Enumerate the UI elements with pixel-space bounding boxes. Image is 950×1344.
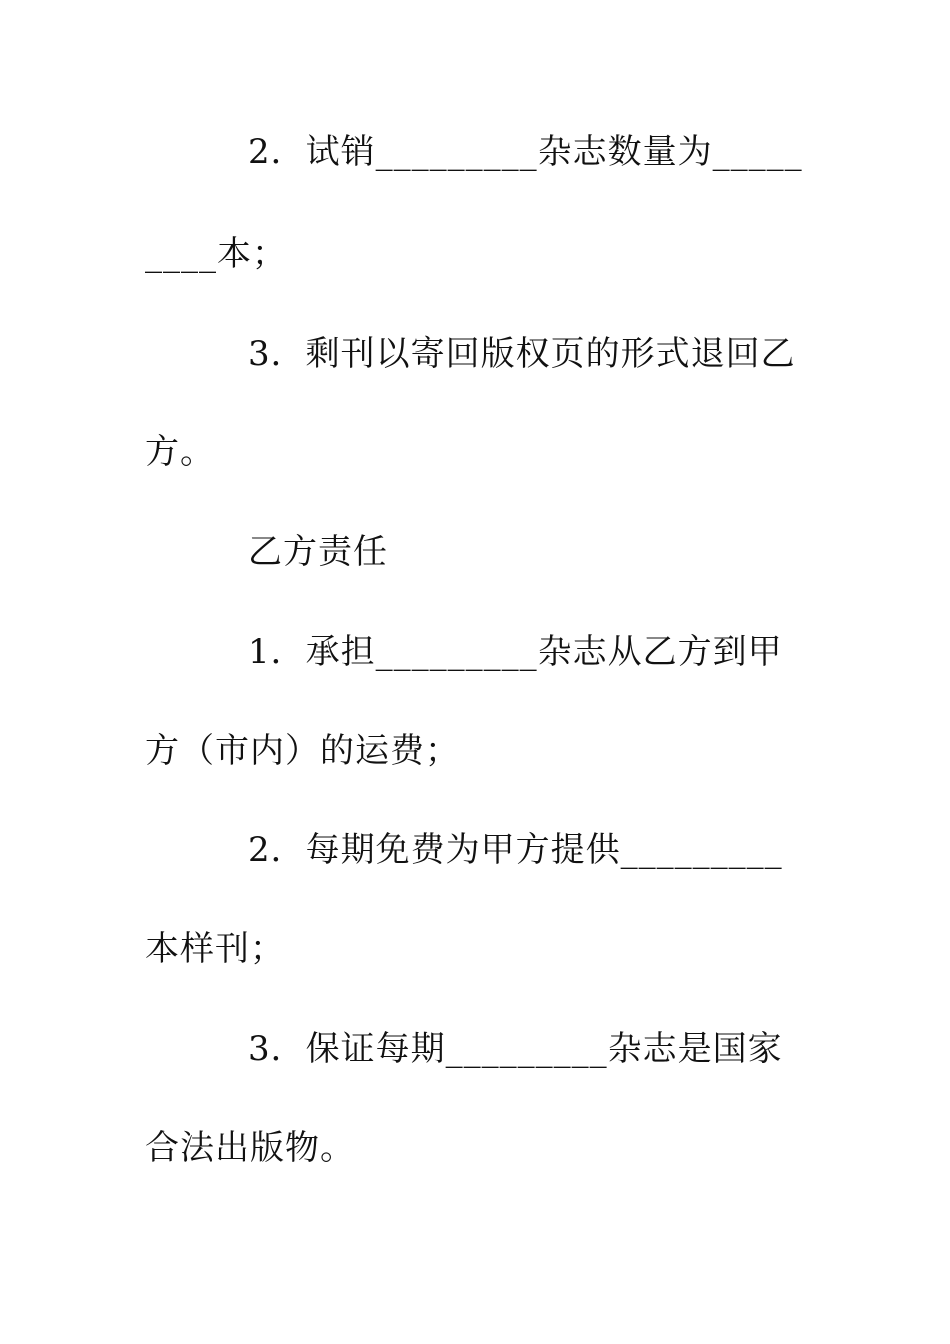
paragraph-line: 2．每期免费为甲方提供_________	[248, 830, 783, 870]
paragraph-line: ____本；	[145, 234, 287, 274]
section-heading: 乙方责任	[248, 532, 388, 572]
paragraph-line: 合法出版物。	[145, 1128, 355, 1168]
paragraph-line: 3．剩刊以寄回版权页的形式退回乙	[248, 334, 796, 374]
paragraph-line: 1．承担_________杂志从乙方到甲	[248, 632, 783, 672]
paragraph-line: 3．保证每期_________杂志是国家	[248, 1029, 783, 1069]
paragraph-line: 方。	[145, 432, 215, 472]
paragraph-line: 本样刊；	[145, 929, 285, 969]
paragraph-line: 方（市内）的运费；	[145, 731, 460, 771]
paragraph-line: 2．试销_________杂志数量为_____	[248, 132, 803, 172]
